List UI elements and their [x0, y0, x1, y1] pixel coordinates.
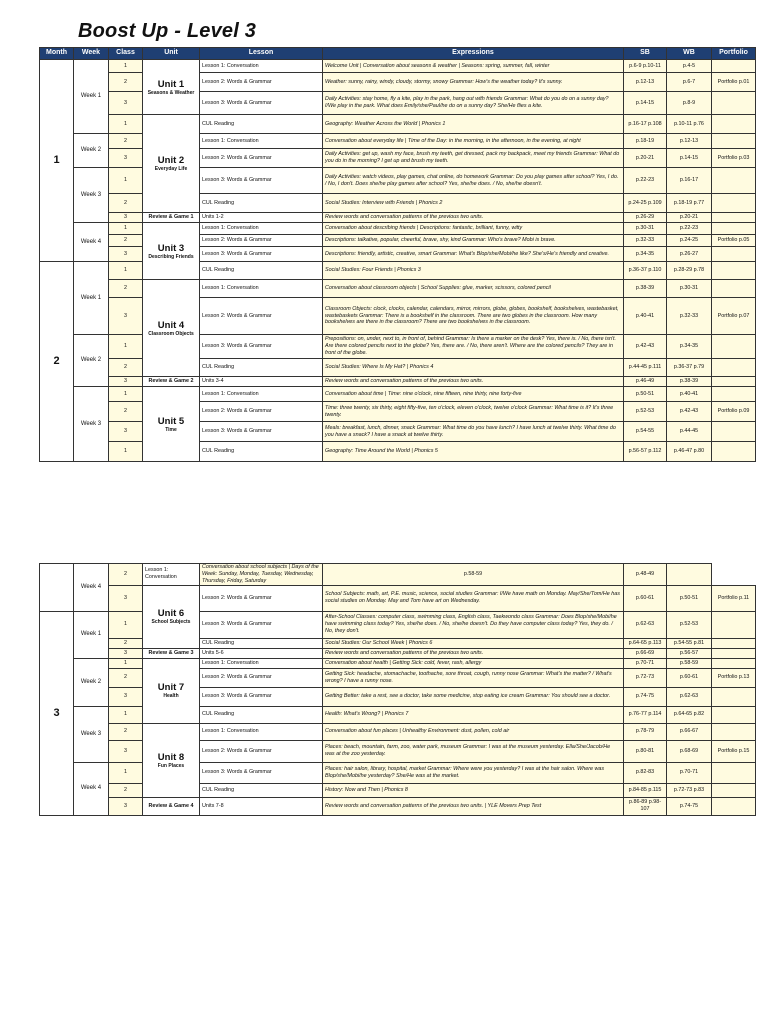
sb-pages-cell: p.86-89 p.98-107 [624, 797, 667, 815]
lesson-cell: Units 5-6 [200, 648, 323, 658]
expressions-cell: Social Studies: Where Is My Hat? | Phonics 4 [323, 359, 624, 377]
sb-pages-cell: p.16-17 p.108 [624, 115, 667, 134]
sb-pages-cell: p.60-61 [624, 585, 667, 611]
lesson-cell: Units 7-8 [200, 797, 323, 815]
lesson-cell: Lesson 3: Words & Grammar [200, 247, 323, 262]
portfolio-cell: Portfolio p.09 [712, 402, 756, 422]
unit-name: Unit 5 [157, 415, 185, 427]
table-row [40, 387, 756, 402]
table-row [40, 377, 756, 387]
class-cell: 2 [109, 723, 143, 740]
sb-pages-cell: p.40-41 [624, 298, 667, 335]
sb-pages-cell: p.32-33 [624, 235, 667, 247]
wb-pages-cell: p.74-75 [667, 797, 712, 815]
lesson-cell: CUL Reading [200, 706, 323, 723]
wb-pages-cell: p.28-29 p.78 [667, 262, 712, 280]
lesson-cell: Lesson 3: Words & Grammar [200, 422, 323, 442]
expressions-cell: Conversation about everyday life | Time of the Day: in the morning, in the afternoon, in the evening, at night [323, 134, 624, 149]
portfolio-cell [712, 442, 756, 462]
portfolio-cell: Portfolio p.13 [712, 668, 756, 687]
class-cell: 1 [109, 115, 143, 134]
header-week: Week [74, 48, 109, 60]
lesson-cell: Lesson 1: Conversation [200, 280, 323, 298]
week-cell: Week 1 [74, 611, 109, 658]
class-cell: 2 [109, 564, 143, 586]
expressions-cell: Conversation about school subjects | Days of the Week: Sunday, Monday, Tuesday, Wednesday, Thursday, Friday, Saturday [200, 564, 323, 586]
week-cell: Week 2 [74, 658, 109, 706]
table-header-row [40, 48, 756, 60]
sb-pages-cell: p.72-73 [624, 668, 667, 687]
expressions-cell: Social Studies: Four Friends | Phonics 3 [323, 262, 624, 280]
portfolio-cell [712, 134, 756, 149]
class-cell: 3 [109, 149, 143, 168]
sb-pages-cell: p.62-63 [624, 611, 667, 638]
unit-name: Unit 2 [157, 155, 185, 166]
wb-pages-cell: p.40-41 [667, 387, 712, 402]
class-cell: 3 [109, 92, 143, 115]
expressions-cell: Meals: breakfast, lunch, dinner, snack Grammar: What time do you have lunch? I have lunch at twelve thirty. What time do you have a snack? I have a snack at twelve thirty. [323, 422, 624, 442]
class-cell: 2 [109, 402, 143, 422]
sb-pages-cell: p.82-83 [624, 762, 667, 783]
portfolio-cell [712, 387, 756, 402]
unit-subtitle: Classroom Objects [148, 330, 194, 337]
sb-pages-cell: p.84-85 p.115 [624, 783, 667, 797]
week-cell: Week 2 [74, 134, 109, 168]
wb-pages-cell: p.68-69 [667, 740, 712, 762]
table-row [40, 723, 756, 740]
portfolio-cell [712, 335, 756, 359]
lesson-cell: Lesson 2: Words & Grammar [200, 402, 323, 422]
class-cell: 1 [109, 168, 143, 194]
class-cell: 3 [109, 213, 143, 223]
wb-pages-cell: p.30-31 [667, 280, 712, 298]
portfolio-cell [712, 194, 756, 213]
sb-pages-cell: p.80-81 [624, 740, 667, 762]
portfolio-cell: Portfolio p.01 [712, 73, 756, 92]
expressions-cell: Review words and conversation patterns of the previous two units. [323, 377, 624, 387]
sb-pages-cell: p.12-13 [624, 73, 667, 92]
class-cell: 1 [109, 387, 143, 402]
lesson-cell: Lesson 1: Conversation [200, 658, 323, 668]
class-cell: 2 [109, 280, 143, 298]
unit-subtitle: Time [165, 426, 177, 433]
unit-name: Unit 3 [157, 242, 185, 254]
wb-pages-cell: p.64-65 p.82 [667, 706, 712, 723]
lesson-cell: Lesson 3: Words & Grammar [200, 611, 323, 638]
wb-pages-cell: p.66-67 [667, 723, 712, 740]
expressions-cell: Review words and conversation patterns of the previous two units. [323, 648, 624, 658]
sb-pages-cell: p.38-39 [624, 280, 667, 298]
table-row [40, 115, 756, 134]
expressions-cell: Prepositions: on, under, next to, in front of, behind Grammar: Is there a marker on the desk? Yes, there is. / No, there isn't. Are there colored pencils next to the globe? Yes, there are. / No, there aren't. Where are the colored pencils? They are in front of the globe. [323, 335, 624, 359]
portfolio-cell [712, 213, 756, 223]
week-cell: Week 4 [74, 564, 109, 612]
review-cell: Review & Game 2 [143, 377, 200, 387]
sb-pages-cell: p.78-79 [624, 723, 667, 740]
unit-subtitle: Describing Friends [148, 253, 194, 260]
lesson-cell: CUL Reading [200, 442, 323, 462]
class-cell: 3 [109, 687, 143, 706]
expressions-cell: Health: What's Wrong? | Phonics 7 [323, 706, 624, 723]
sb-pages-cell: p.70-71 [624, 658, 667, 668]
week-cell: Week 4 [74, 223, 109, 262]
wb-pages-cell: p.60-61 [667, 668, 712, 687]
expressions-cell: Review words and conversation patterns of the previous two units. | YLE Movers Prep Test [323, 797, 624, 815]
lesson-cell: CUL Reading [200, 262, 323, 280]
header-class: Class [109, 48, 143, 60]
review-cell: Review & Game 4 [143, 797, 200, 815]
unit-name: Unit 1 [157, 78, 185, 90]
header-lesson: Lesson [200, 48, 323, 60]
sb-pages-cell: p.26-29 [624, 213, 667, 223]
unit-cell [143, 658, 200, 723]
portfolio-cell [712, 611, 756, 638]
unit-subtitle: Seasons & Weather [147, 89, 195, 96]
wb-pages-cell: p.56-57 [667, 648, 712, 658]
sb-pages-cell: p.6-9 p.10-11 [624, 60, 667, 73]
wb-pages-cell: p.12-13 [667, 134, 712, 149]
sb-pages-cell: p.22-23 [624, 168, 667, 194]
table-row [40, 280, 756, 298]
portfolio-cell [712, 783, 756, 797]
sb-pages-cell: p.44-45 p.111 [624, 359, 667, 377]
portfolio-cell [712, 422, 756, 442]
review-cell: Review & Game 3 [143, 648, 200, 658]
sb-pages-cell: p.20-21 [624, 149, 667, 168]
wb-pages-cell: p.8-9 [667, 92, 712, 115]
portfolio-cell [712, 92, 756, 115]
lesson-cell: Lesson 1: Conversation [200, 387, 323, 402]
expressions-cell: Places: beach, mountain, farm, zoo, water park, museum Grammar: I was at the museum yesterday. Ella/She/Jacob/He was at the zoo yesterday. [323, 740, 624, 762]
table-row [40, 564, 756, 586]
portfolio-cell [712, 223, 756, 235]
class-cell: 2 [109, 783, 143, 797]
week-cell: Week 1 [74, 60, 109, 134]
page-title: Boost Up - Level 3 [78, 20, 257, 42]
unit-cell [143, 723, 200, 797]
portfolio-cell [712, 168, 756, 194]
unit-name: Unit 7 [157, 682, 185, 694]
unit-subtitle: Health [163, 693, 179, 700]
wb-pages-cell: p.42-43 [667, 402, 712, 422]
expressions-cell: After-School Classes: computer class, swimming class, English class, Taekwondo class Grammar: Does Blop/she/Mobi/he have swimming class today? Yes, she/he does. / No, she/he doesn't. Do they have computer class today? Yes, they do. / No, they don't. [323, 611, 624, 638]
portfolio-cell [712, 723, 756, 740]
portfolio-cell: Portfolio p.07 [712, 298, 756, 335]
class-cell: 2 [109, 194, 143, 213]
class-cell: 2 [109, 134, 143, 149]
unit-cell [143, 115, 200, 213]
header-unit: Unit [143, 48, 200, 60]
lesson-cell: CUL Reading [200, 194, 323, 213]
sb-pages-cell: p.52-53 [624, 402, 667, 422]
expressions-cell: Weather: sunny, rainy, windy, cloudy, stormy, snowy Grammar: How's the weather today? It's sunny. [323, 73, 624, 92]
portfolio-cell [712, 60, 756, 73]
wb-pages-cell: p.20-21 [667, 213, 712, 223]
unit-cell [143, 223, 200, 280]
lesson-cell: Lesson 3: Words & Grammar [200, 335, 323, 359]
unit-cell [143, 387, 200, 462]
wb-pages-cell: p.38-39 [667, 377, 712, 387]
lesson-cell: Lesson 2: Words & Grammar [200, 585, 323, 611]
wb-pages-cell: p.44-45 [667, 422, 712, 442]
expressions-cell: Descriptions: talkative, popular, cheerful, brave, shy, kind Grammar: Who's brave? Mobi is brave. [323, 235, 624, 247]
wb-pages-cell: p.70-71 [667, 762, 712, 783]
portfolio-cell [712, 247, 756, 262]
unit-cell [143, 60, 200, 115]
week-cell: Week 3 [74, 168, 109, 223]
unit-subtitle: School Subjects [151, 619, 191, 626]
lesson-cell: Lesson 1: Conversation [200, 723, 323, 740]
portfolio-cell: Portfolio p.03 [712, 149, 756, 168]
unit-subtitle: Everyday Life [154, 166, 188, 172]
curriculum-table-part-1 [39, 47, 756, 462]
month-cell: 1 [40, 60, 74, 262]
expressions-cell: School Subjects: math, art, P.E. music, science, social studies Grammar: I/We have math on Monday. May/She/Tom/He has social studies on Monday. May and Tom have art on Wednesday. [323, 585, 624, 611]
sb-pages-cell: p.56-57 p.112 [624, 442, 667, 462]
class-cell: 3 [109, 298, 143, 335]
table-row [40, 60, 756, 73]
expressions-cell: Getting Sick: headache, stomachache, toothache, sore throat, cough, runny nose Grammar: What's the matter? / What's wrong? I have a runny nose. [323, 668, 624, 687]
lesson-cell: CUL Reading [200, 115, 323, 134]
class-cell: 2 [109, 668, 143, 687]
portfolio-cell [712, 377, 756, 387]
sb-pages-cell: p.30-31 [624, 223, 667, 235]
expressions-cell: Geography: Time Around the World | Phonics 5 [323, 442, 624, 462]
sb-pages-cell: p.24-25 p.109 [624, 194, 667, 213]
wb-pages-cell: p.18-19 p.77 [667, 194, 712, 213]
class-cell: 1 [109, 262, 143, 280]
portfolio-cell [712, 706, 756, 723]
week-cell: Week 3 [74, 387, 109, 462]
class-cell: 3 [109, 648, 143, 658]
unit-name: Unit 4 [157, 319, 185, 331]
wb-pages-cell: p.32-33 [667, 298, 712, 335]
wb-pages-cell: p.22-23 [667, 223, 712, 235]
expressions-cell: Social Studies: Our School Week | Phonics 6 [323, 638, 624, 648]
unit-cell [143, 585, 200, 648]
class-cell: 2 [109, 73, 143, 92]
header-portfolio: Portfolio [712, 48, 756, 60]
lesson-cell: Lesson 3: Words & Grammar [200, 168, 323, 194]
wb-pages-cell: p.50-51 [667, 585, 712, 611]
expressions-cell: Geography: Weather Across the World | Phonics 1 [323, 115, 624, 134]
class-cell: 1 [109, 335, 143, 359]
class-cell: 1 [109, 442, 143, 462]
sb-pages-cell: p.14-15 [624, 92, 667, 115]
portfolio-cell [712, 262, 756, 280]
month-cell: 3 [40, 611, 74, 815]
expressions-cell: Social Studies: Interview with Friends | Phonics 2 [323, 194, 624, 213]
portfolio-cell [712, 359, 756, 377]
review-cell: Review & Game 1 [143, 213, 200, 223]
expressions-cell: Conversation about classroom objects | School Supplies: glue, marker, scissors, colored pencil [323, 280, 624, 298]
portfolio-cell [712, 115, 756, 134]
class-cell: 1 [109, 611, 143, 638]
class-cell: 1 [109, 762, 143, 783]
expressions-cell: Places: hair salon, library, hospital, market Grammar: Where were you yesterday? I was at the hair salon. Where was Blop/she/Mobi/he yesterday? She/He was at the market. [323, 762, 624, 783]
class-cell: 2 [109, 359, 143, 377]
sb-pages-cell: p.36-37 p.110 [624, 262, 667, 280]
lesson-cell: Lesson 3: Words & Grammar [200, 687, 323, 706]
sb-pages-cell: p.54-55 [624, 422, 667, 442]
expressions-cell: Conversation about health | Getting Sick: cold, fever, rash, allergy [323, 658, 624, 668]
expressions-cell: Conversation about fun places | Unhealthy Environment: dust, pollen, cold air [323, 723, 624, 740]
class-cell: 3 [109, 247, 143, 262]
wb-pages-cell: p.4-5 [667, 60, 712, 73]
week-cell: Week 2 [74, 335, 109, 387]
sb-pages-cell: p.50-51 [624, 387, 667, 402]
lesson-cell: Lesson 1: Conversation [200, 134, 323, 149]
wb-pages-cell: p.54-55 p.81 [667, 638, 712, 648]
expressions-cell: Time: three twenty, six thirty, eight fifty-five, ten o'clock, eleven o'clock, twelve o'clock Grammar: What time is it? It's three twenty. [323, 402, 624, 422]
portfolio-cell [712, 280, 756, 298]
lesson-cell: Lesson 1: Conversation [200, 60, 323, 73]
portfolio-cell [712, 648, 756, 658]
header-month: Month [40, 48, 74, 60]
lesson-cell: CUL Reading [200, 359, 323, 377]
table-row [40, 797, 756, 815]
class-cell: 1 [109, 223, 143, 235]
class-cell: 1 [109, 706, 143, 723]
table-row [40, 585, 756, 611]
unit-name: Unit 8 [157, 751, 185, 763]
lesson-cell: Lesson 2: Words & Grammar [200, 298, 323, 335]
lesson-cell: Lesson 2: Words & Grammar [200, 149, 323, 168]
wb-pages-cell: p.34-35 [667, 335, 712, 359]
portfolio-cell [712, 687, 756, 706]
header-expressions: Expressions [323, 48, 624, 60]
wb-pages-cell: p.46-47 p.80 [667, 442, 712, 462]
portfolio-cell [712, 762, 756, 783]
wb-pages-cell: p.10-11 p.76 [667, 115, 712, 134]
lesson-cell: Lesson 2: Words & Grammar [200, 73, 323, 92]
wb-pages-cell: p.36-37 p.79 [667, 359, 712, 377]
week-cell: Week 3 [74, 706, 109, 762]
expressions-cell: Descriptions: friendly, artistic, creative, smart Grammar: What's Blop/she/Mobi/he like? She's/He's friendly and creative. [323, 247, 624, 262]
lesson-cell: Units 3-4 [200, 377, 323, 387]
expressions-cell: History: Now and Then | Phonics 8 [323, 783, 624, 797]
table-row [40, 658, 756, 668]
sb-pages-cell: p.18-19 [624, 134, 667, 149]
class-cell: 1 [109, 60, 143, 73]
unit-subtitle: Fun Places [157, 762, 185, 769]
month-cell-blank [40, 564, 74, 612]
sb-pages-cell: p.76-77 p.114 [624, 706, 667, 723]
portfolio-cell: Portfolio p.11 [712, 585, 756, 611]
portfolio-cell: Portfolio p.15 [712, 740, 756, 762]
class-cell: 3 [109, 797, 143, 815]
lesson-cell: Lesson 1: Conversation [200, 223, 323, 235]
wb-pages-cell: p.24-25 [667, 235, 712, 247]
portfolio-cell [712, 797, 756, 815]
lesson-cell: Lesson 2: Words & Grammar [200, 740, 323, 762]
wb-pages-cell: p.16-17 [667, 168, 712, 194]
sb-pages-cell: p.46-49 [624, 377, 667, 387]
wb-pages-cell: p.14-15 [667, 149, 712, 168]
sb-pages-cell: p.74-75 [624, 687, 667, 706]
expressions-cell: Conversation about describing friends | Descriptions: fantastic, brilliant, funny, witty [323, 223, 624, 235]
wb-pages-cell: p.6-7 [667, 73, 712, 92]
lesson-cell: Lesson 3: Words & Grammar [200, 92, 323, 115]
expressions-cell: Getting Better: take a rest, see a doctor, take some medicine, stop eating ice cream Grammar: You should see a doctor. [323, 687, 624, 706]
expressions-cell: Classroom Objects: clock, clocks, calendar, calendars, mirror, mirrors, globe, globes, bookshelf, bookshelves, wastebasket, wastebaskets Grammar: There is a bookshelf in the classroom. There are two globes in the classroom. How many bookshelves are there in the classroom? There are two bookshelves in the classroom. [323, 298, 624, 335]
header-wb: WB [667, 48, 712, 60]
week-cell: Week 4 [74, 762, 109, 815]
class-cell: 3 [109, 740, 143, 762]
class-cell: 3 [109, 585, 143, 611]
expressions-cell: Daily Activities: stay home, fly a kite, play in the park, hang out with friends Grammar: What do you do on a sunny day? I/We play in the park. What does Emily/she/Paul/he do on a sunny day? She/He flies a kite. [323, 92, 624, 115]
unit-cell [143, 280, 200, 377]
expressions-cell: Review words and conversation patterns of the previous two units. [323, 213, 624, 223]
sb-pages-cell: p.34-35 [624, 247, 667, 262]
wb-pages-cell: p.58-59 [667, 658, 712, 668]
curriculum-table-part-2 [39, 563, 756, 816]
class-cell: 3 [109, 377, 143, 387]
lesson-cell: Lesson 2: Words & Grammar [200, 235, 323, 247]
table-row [40, 223, 756, 235]
unit-name: Unit 6 [157, 608, 185, 620]
header-sb: SB [624, 48, 667, 60]
month-cell: 2 [40, 262, 74, 462]
portfolio-cell: Portfolio p.05 [712, 235, 756, 247]
expressions-cell: Daily Activities: watch videos, play games, chat online, do homework Grammar: Do you play games after school? Yes, I do. / No, I don't. Does she/he play games after school? Yes, she/he does. / No, she/he doesn't. [323, 168, 624, 194]
portfolio-cell [712, 638, 756, 648]
portfolio-cell [667, 564, 712, 586]
sb-pages-cell: p.64-65 p.113 [624, 638, 667, 648]
lesson-cell: Units 1-2 [200, 213, 323, 223]
wb-pages-cell: p.62-63 [667, 687, 712, 706]
sb-pages-cell: p.42-43 [624, 335, 667, 359]
week-cell: Week 1 [74, 262, 109, 335]
wb-pages-cell: p.52-53 [667, 611, 712, 638]
wb-pages-cell: p.26-27 [667, 247, 712, 262]
lesson-cell: CUL Reading [200, 783, 323, 797]
lesson-cell: Lesson 2: Words & Grammar [200, 668, 323, 687]
expressions-cell: Welcome Unit | Conversation about seasons & weather | Seasons: spring, summer, fall, winter [323, 60, 624, 73]
lesson-cell: Lesson 3: Words & Grammar [200, 762, 323, 783]
wb-pages-cell: p.48-49 [624, 564, 667, 586]
portfolio-cell [712, 658, 756, 668]
class-cell: 2 [109, 235, 143, 247]
class-cell: 1 [109, 658, 143, 668]
class-cell: 2 [109, 638, 143, 648]
table-row [40, 648, 756, 658]
table-row [40, 213, 756, 223]
sb-pages-cell: p.58-59 [323, 564, 624, 586]
sb-pages-cell: p.66-69 [624, 648, 667, 658]
class-cell: 3 [109, 422, 143, 442]
expressions-cell: Conversation about time | Time: nine o'clock, nine fifteen, nine thirty, nine forty-five [323, 387, 624, 402]
lesson-cell: Lesson 1: Conversation [143, 564, 200, 586]
lesson-cell: CUL Reading [200, 638, 323, 648]
expressions-cell: Daily Activities: get up, wash my face, brush my teeth, get dressed, pack my backpack, meet my friends Grammar: What do you do in the morning? I get up and brush my teeth. [323, 149, 624, 168]
wb-pages-cell: p.72-73 p.83 [667, 783, 712, 797]
